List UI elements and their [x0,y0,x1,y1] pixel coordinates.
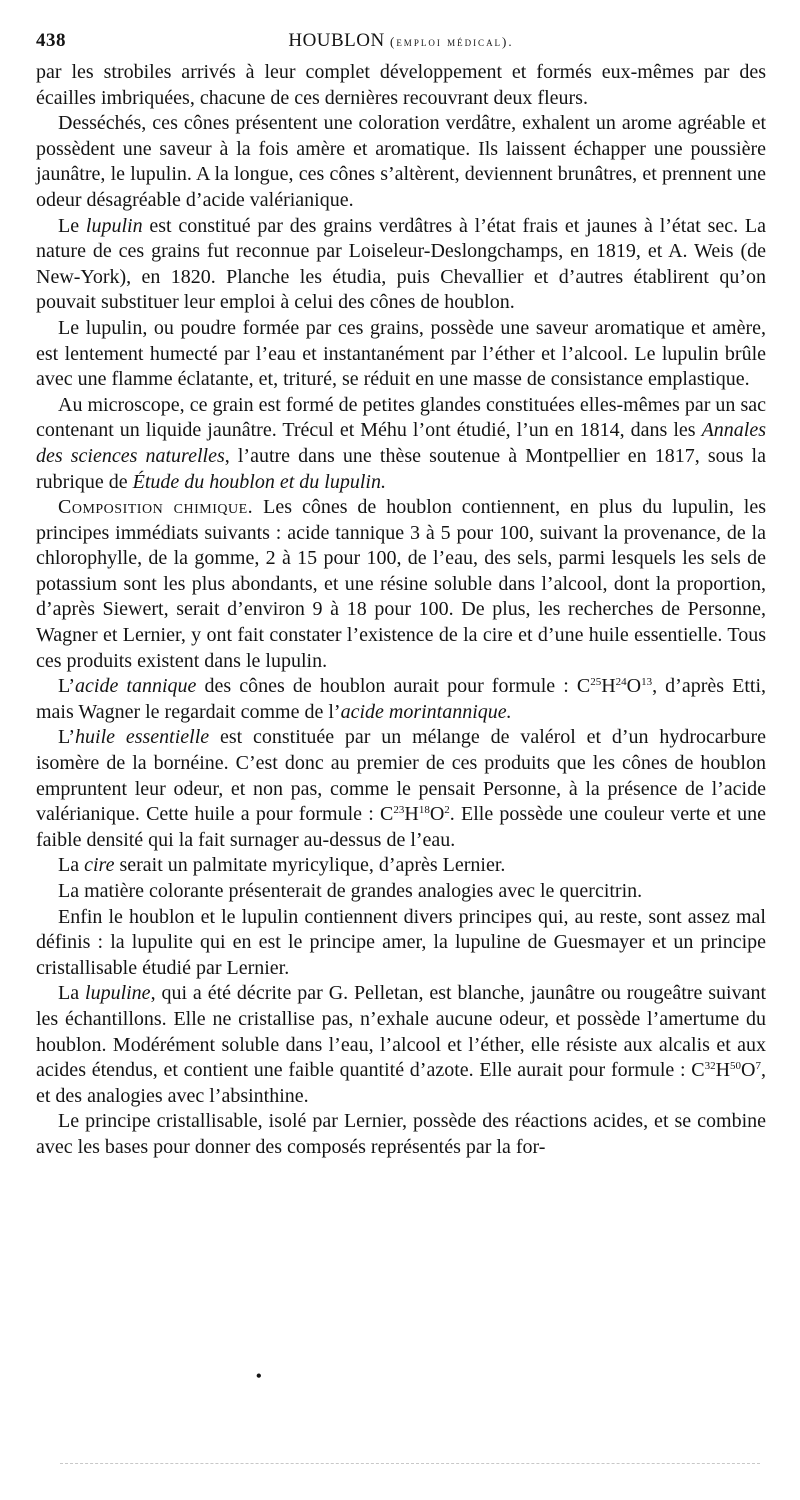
text-run: lupuline [85,982,151,1005]
text-run: par les strobiles arrivés à leur complet développement et formés eux-mêmes par des écailles imbriquées, chacune de ces dernières recouvrant deux fleurs. [36,61,766,109]
paragraph [36,316,766,393]
paragraph [36,879,766,905]
footer-mark: • [256,1368,262,1385]
running-head-title: HOUBLON [288,30,385,51]
text-run: acide morintannique. [340,700,512,723]
text-run: L’ [58,675,76,698]
text-run: La [58,982,86,1005]
text-run: Enfin le houblon et le lupulin contiennent divers principes qui, au reste, sont assez mal définis : la lupulite qui en est le principe amer, la lupuline de Guesmayer et un principe cristallisable étudié par Lernier. [36,905,766,979]
text-run: . Elle possède une couleur verte et une faible densité qui la fait surnager au-dessus de l’eau. [36,803,767,851]
text-run: est constituée par un mélange de valérol et d’un hydrocarbure isomère de la bornéine. C’est donc au premier de ces produits que les cônes de houblon empruntent leur odeur, et non pas, comme le pensait Personne, à la présence de l’acide valérianique. Cette huile a pour formule : C [36,726,766,826]
text-run: Les cônes de houblon contiennent, en plus du lupulin, les principes immédiats suivants : acide tannique 3 à 5 pour 100, suivant la provenance, de la chlorophylle, de la gomme, 2 à 15 pour 100, de l’eau, des sels, parmi lesquels les sels de potassium sont les plus abondants, et une résine soluble dans l’alcool, dont la proportion, d’après Siewert, serait d’environ 9 à 18 pour 100. De plus, les recherches de Personne, Wagner et Lernier, y ont fait constater l’existence de la cire et d’une huile essentielle. Tous ces produits existent dans le lupulin. [36,496,766,672]
text-run: des cônes de houblon aurait pour formule : C [196,675,591,698]
text-run: H [404,803,419,826]
text-run: serait un palmitate myricylique, d’après Lernier. [114,854,506,877]
page-header [36,30,766,60]
running-head [36,30,766,52]
paragraph [36,1109,766,1160]
formula-superscript: 25 [590,676,602,689]
text-run: La [58,854,85,877]
paragraph [36,214,766,316]
paragraph [36,725,766,853]
page-number: 438 [36,30,66,51]
paragraph [36,111,766,213]
text-run: H [601,675,616,698]
text-run: L’ [58,726,76,749]
text-run: , d’après Etti, mais Wagner le regardait comme de l’ [36,675,766,723]
text-run: , l’autre dans une thèse soutenue à Montpellier en 1817, sous la rubrique de [36,444,766,493]
formula-superscript: 18 [418,804,430,817]
text-run: O [741,1059,756,1082]
text-run: lupulin [85,214,143,237]
paragraph [36,905,766,982]
body-text [36,60,766,1161]
paragraph [36,981,766,1109]
section-label: Composition chimique. [58,496,254,519]
formula-superscript: 2 [444,804,450,817]
text-run: Le lupulin, ou poudre formée par ces grains, possède une saveur aromatique et amère, est lentement humecté par l’eau et instantanément par l’éther et l’alcool. Le lupulin brûle avec une flamme éclatante, et, trituré, se réduit en une masse de consistance emplastique. [36,316,766,391]
paragraph [36,674,766,725]
text-run: Le principe cristallisable, isolé par Lernier, possède des réactions acides, et se combine avec les bases pour donner des composés représentés par la for- [36,1110,766,1158]
text-run: O [626,675,642,698]
text-run: cire [84,854,115,877]
text-run: Annales des sciences naturelles [36,419,766,467]
paragraph [36,853,766,879]
formula-superscript: 23 [393,804,405,817]
text-run: Desséchés, ces cônes présentent une coloration verdâtre, exhalent un arome agréable et possèdent une saveur à la fois amère et aromatique. Ils laissent échapper une poussière jaunâtre, le lupulin. A la longue, ces cônes s’altèrent, deviennent brunâtres, et prennent une odeur désagréable d’acide valérianique. [36,112,766,211]
paragraph [36,495,766,674]
text-run: O [429,803,445,826]
paragraph [36,60,766,111]
text-run: huile essentielle [75,726,210,749]
book-page [36,30,766,1161]
text-run: est constitué par des grains verdâtres à l’état frais et jaunes à l’état sec. La nature de ces grains fut reconnue par Loiseleur-Deslongchamps, en 1819, et A. Weis (de New-York), en 1820. Planche les étudia, puis Chevallier et d’autres établirent qu’on pouvait substituer leur emploi à celui des cônes de houblon. [36,214,767,314]
text-run: Étude du houblon et du lupulin. [132,470,386,493]
formula-superscript: 24 [615,676,627,689]
text-run: acide tannique [75,675,197,698]
formula-superscript: 50 [730,1060,742,1073]
running-head-subtitle: (emploi médical). [389,34,514,49]
formula-superscript: 32 [704,1060,716,1073]
bottom-rule [60,1463,760,1464]
text-run: La matière colorante présenterait de grandes analogies avec le quercitrin. [58,880,643,902]
text-run: Au microscope, ce grain est formé de petites glandes constituées elles-mêmes par un sac contenant un liquide jaunâtre. Trécul et Méhu l’ont étudié, l’un en 1814, dans les [36,393,766,442]
formula-superscript: 7 [755,1060,761,1073]
text-run: Le [58,214,86,237]
text-run: , et des analogies avec l’absinthine. [36,1059,766,1107]
text-run: H [715,1059,731,1082]
formula-superscript: 13 [641,676,653,689]
text-run: , qui a été décrite par G. Pelletan, est blanche, jaunâtre ou rougeâtre suivant les échantillons. Elle ne cristallise pas, n’exhale aucune odeur, et possède l’amertume du houblon. Modérément soluble dans l’eau, l’alcool et l’éther, elle résiste aux alcalis et aux acides étendus, et contient une faible quantité d’azote. Elle aurait pour formule : C [36,982,767,1082]
paragraph [36,393,766,495]
